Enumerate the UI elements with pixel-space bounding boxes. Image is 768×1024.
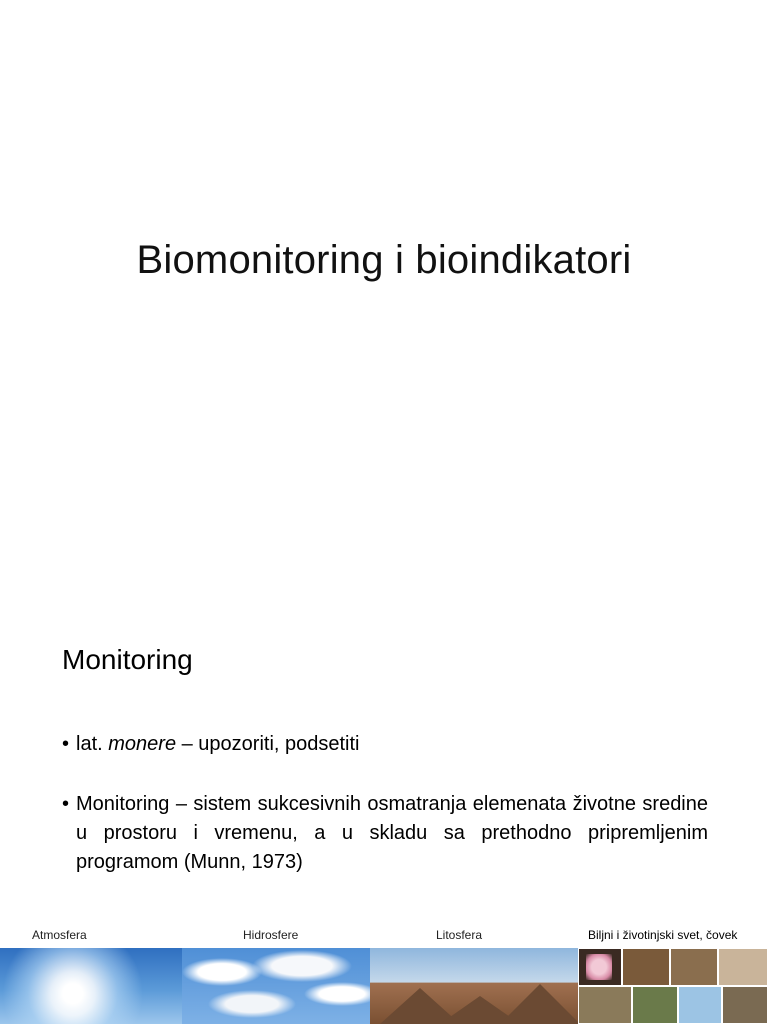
bullet-emphasis: monere (108, 733, 177, 755)
bullet-list (62, 730, 708, 908)
bullet-suffix: – upozoriti, podsetiti (176, 733, 360, 755)
banner-label-atmosphere: Atmosfera (32, 928, 87, 942)
sphere-banner (0, 924, 768, 1024)
banner-label-biosphere: Biljni i životinjski svet, čovek (588, 928, 738, 942)
bullet-item (62, 790, 708, 877)
atmosphere-image (0, 948, 182, 1024)
section-heading: Monitoring (62, 644, 193, 675)
biosphere-collage-image (578, 948, 768, 1024)
banner-labels (0, 924, 768, 948)
bullet-item (62, 730, 708, 759)
banner-images (0, 948, 768, 1024)
bullet-dot: • (62, 793, 70, 815)
banner-label-lithosphere: Litosfera (436, 928, 483, 942)
bullet-text: Monitoring – sistem sukcesivnih osmatranja elemenata životne sredine u prostoru i vremenu, a u skladu sa prethodno pripremljenim programom (Munn, 1973) (76, 793, 708, 873)
slide-title: Biomonitoring i bioindikatori (136, 238, 632, 282)
hydrosphere-image (182, 948, 370, 1024)
banner-label-hydrosphere: Hidrosfere (243, 928, 299, 942)
bullet-dot: • (62, 733, 70, 755)
lithosphere-image (370, 948, 578, 1024)
bullet-prefix: lat. (76, 733, 109, 755)
